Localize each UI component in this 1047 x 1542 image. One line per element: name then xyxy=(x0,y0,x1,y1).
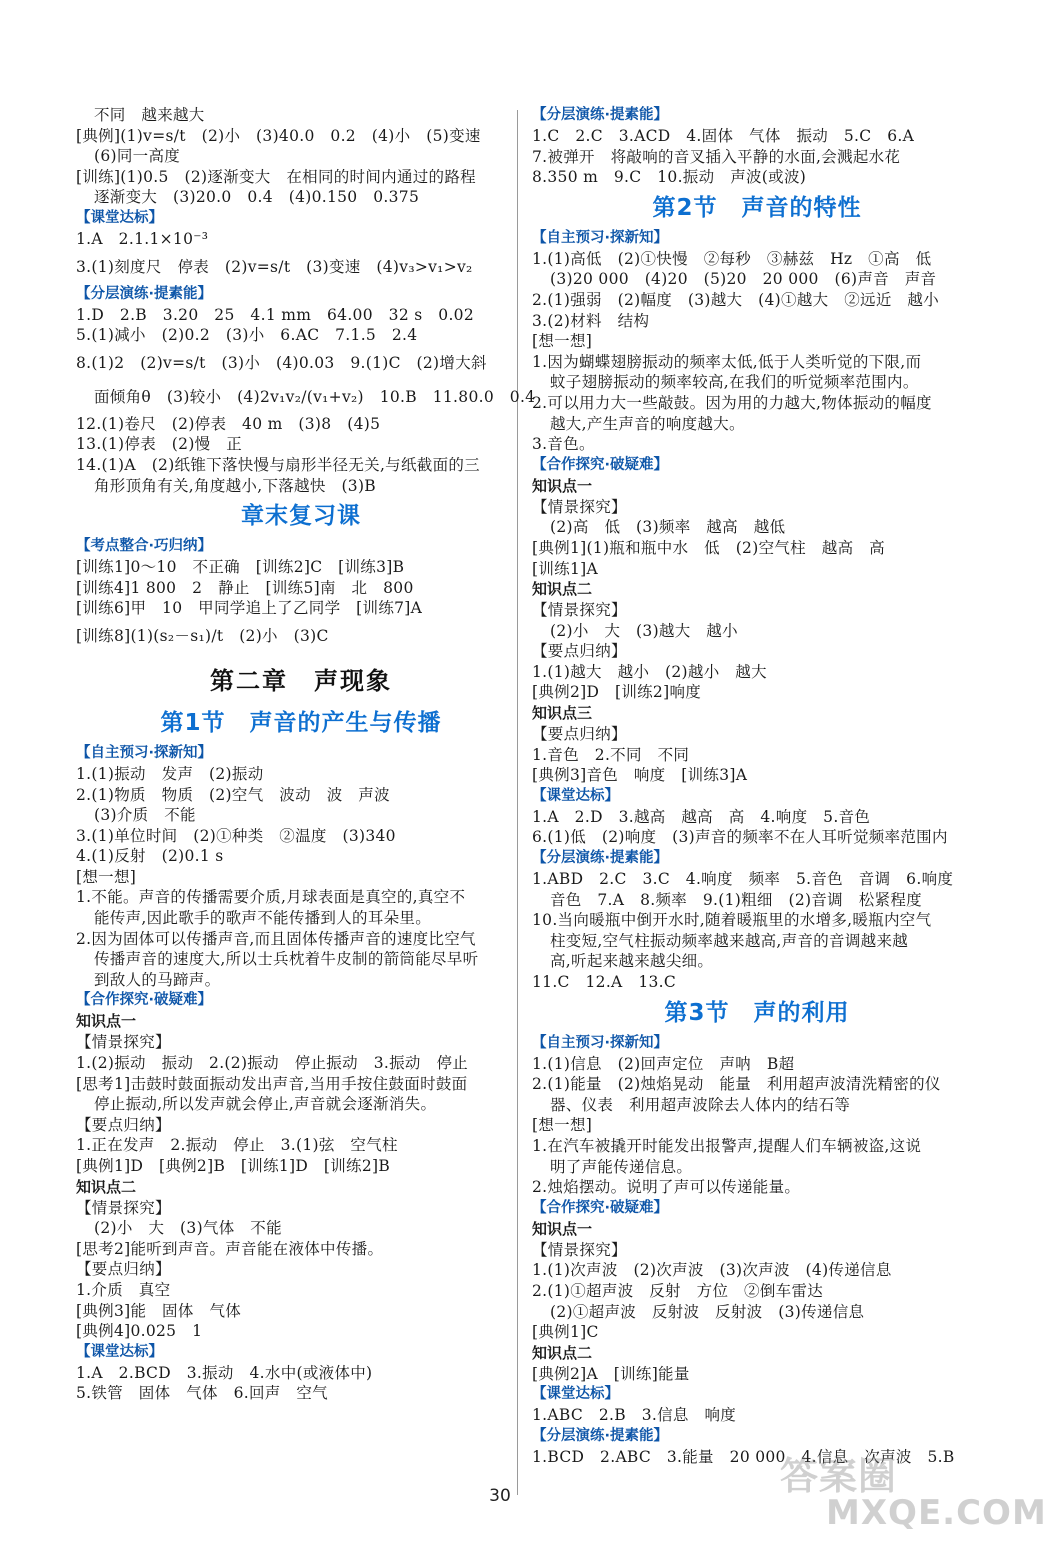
section-header: 【合作探究·破疑难】 xyxy=(532,1199,669,1216)
section-header: 【自主预习·探新知】 xyxy=(532,229,669,246)
answer-line: (2)小 大 (3)气体 不能 xyxy=(94,1219,282,1238)
answer-line: 器、仪表 利用超声波除去人体内的结石等 xyxy=(550,1095,851,1114)
answer-line: 2.(1)能量 (2)烛焰晃动 能量 利用超声波清洗精密的仪 xyxy=(532,1075,941,1094)
answer-line: 【要点归纳】 xyxy=(532,642,627,661)
knowledge-point: 知识点一 xyxy=(532,476,593,495)
knowledge-point: 知识点二 xyxy=(532,580,593,599)
answer-line: [训练1]A xyxy=(532,559,598,578)
section-header: 【分层演练·提素能】 xyxy=(76,285,213,302)
answer-line: 12.(1)卷尺 (2)停表 40 m (3)8 (4)5 xyxy=(76,414,381,433)
answer-line: 2.可以用力大一些敲鼓。因为用的力越大,物体振动的幅度 xyxy=(532,393,932,412)
answer-line: 2.(1)①超声波 反射 方位 ②倒车雷达 xyxy=(532,1281,824,1300)
answer-line: 不同 越来越大 xyxy=(94,106,205,124)
answer-line: [典例](1)v=s/t (2)小 (3)40.0 0.2 (4)小 (5)变速 xyxy=(76,126,481,145)
answer-line: 5.(1)减小 (2)0.2 (3)小 6.AC 7.1.5 2.4 xyxy=(76,326,418,345)
answer-line: [典例1]C xyxy=(532,1323,599,1342)
answer-line: 8.350 m 9.C 10.振动 声波(或波) xyxy=(532,168,807,187)
answer-line: 4.(1)反射 (2)0.1 s xyxy=(76,847,224,866)
answer-line: 明了声能传递信息。 xyxy=(550,1157,693,1176)
section-header: 【课堂达标】 xyxy=(532,787,619,804)
answer-line: [训练](1)0.5 (2)逐渐变大 在相同的时间内通过的路程 xyxy=(76,167,476,186)
watermark-url: MXQE.COM xyxy=(826,1493,1047,1533)
answer-line: 越大,产生声音的响度越大。 xyxy=(550,414,745,433)
answer-line: 1.A 2.1.1×10⁻³ xyxy=(76,229,209,248)
answer-line: 2.烛焰摆动。说明了声可以传递能量。 xyxy=(532,1178,801,1197)
answer-line: 1.正在发声 2.振动 停止 3.(1)弦 空气柱 xyxy=(76,1136,398,1155)
answer-line: 【情景探究】 xyxy=(76,1033,171,1052)
answer-line: [训练6]甲 10 甲同学追上了乙同学 [训练7]A xyxy=(76,599,423,618)
right-column xyxy=(532,105,982,1468)
answer-line: 1.(2)振动 振动 2.(2)振动 停止振动 3.振动 停止 xyxy=(76,1054,469,1073)
answer-line: 1.BCD 2.ABC 3.能量 20 000 4.信息 次声波 5.B xyxy=(532,1447,955,1466)
answer-line: 11.C 12.A 13.C xyxy=(532,973,677,991)
answer-line: [典例2]D [训练2]响度 xyxy=(532,683,702,702)
section-header: 【分层演练·提素能】 xyxy=(532,1427,669,1444)
answer-line: 柱变短,空气柱振动频率越来越高,声音的音调越来越 xyxy=(550,931,909,950)
page-number: 30 xyxy=(489,1486,511,1506)
answer-line: [想一想] xyxy=(76,867,137,886)
section-header: 【课堂达标】 xyxy=(532,1386,619,1403)
answer-line: 1.不能。声音的传播需要介质,月球表面是真空的,真空不 xyxy=(76,888,466,907)
watermark-logo: 答案圈 xyxy=(780,1454,898,1498)
answer-line: [典例3]能 固体 气体 xyxy=(76,1301,242,1320)
section-header: 【合作探究·破疑难】 xyxy=(76,992,213,1009)
answer-line: 5.铁管 固体 气体 6.回声 空气 xyxy=(76,1384,328,1403)
section-header: 【考点整合·巧归纳】 xyxy=(76,538,213,555)
answer-line: 1.在汽车被撬开时能发出报警声,提醒人们车辆被盗,这说 xyxy=(532,1136,922,1155)
answer-line: 1.(1)越大 越小 (2)越小 越大 xyxy=(532,662,767,681)
answer-line: 高,听起来越来越尖细。 xyxy=(550,952,714,971)
answer-line: 面倾角θ (3)较小 (4)2v₁v₂/(v₁+v₂) 10.B 11.80.0 0.4 xyxy=(94,387,536,406)
answer-line: 2.(1)强弱 (2)幅度 (3)越大 (4)①越大 ②远近 越小 xyxy=(532,290,940,309)
knowledge-point: 知识点一 xyxy=(532,1219,593,1238)
answer-line: [训练4]1 800 2 静止 [训练5]南 北 800 xyxy=(76,578,414,597)
answer-line: 3.(2)材料 结构 xyxy=(532,311,650,330)
answer-line: [训练1]0～10 不正确 [训练2]C [训练3]B xyxy=(76,558,405,577)
knowledge-point: 知识点一 xyxy=(76,1012,137,1031)
answer-line: [想一想] xyxy=(532,1116,593,1135)
knowledge-point: 知识点三 xyxy=(532,704,593,723)
answer-line: 【情景探究】 xyxy=(532,601,627,620)
answer-line: 【情景探究】 xyxy=(532,1240,627,1259)
answer-line: 【要点归纳】 xyxy=(532,725,627,744)
answer-line: 1.ABC 2.B 3.信息 响度 xyxy=(532,1406,737,1425)
answer-line: [典例1]D [典例2]B [训练1]D [训练2]B xyxy=(76,1157,391,1175)
section-title: 第1节 声音的产生与传播 xyxy=(160,709,442,736)
section-header: 【课堂达标】 xyxy=(76,1343,163,1360)
answer-line: [思考2]能听到声音。声音能在液体中传播。 xyxy=(76,1239,384,1258)
answer-line: [典例3]音色 响度 [训练3]A xyxy=(532,766,748,785)
answer-line: (2)高 低 (3)频率 越高 越低 xyxy=(550,518,786,537)
answer-line: 7.被弹开 将敲响的音叉插入平静的水面,会溅起水花 xyxy=(532,147,901,166)
answer-line: 1.C 2.C 3.ACD 4.固体 气体 振动 5.C 6.A xyxy=(532,127,915,145)
answer-line: 蚊子翅膀振动的频率较高,在我们的听觉频率范围内。 xyxy=(550,373,919,392)
answer-line: 逐渐变大 (3)20.0 0.4 (4)0.150 0.375 xyxy=(94,188,420,207)
section-header: 【分层演练·提素能】 xyxy=(532,850,669,867)
section-header: 【合作探究·破疑难】 xyxy=(532,456,669,473)
section-header: 【自主预习·探新知】 xyxy=(76,744,213,761)
section-header: 【分层演练·提素能】 xyxy=(532,107,669,123)
answer-line: 传播声音的速度大,所以士兵枕着牛皮制的箭筒能尽早听 xyxy=(94,950,479,969)
answer-line: 音色 7.A 8.频率 9.(1)粗细 (2)音调 松紧程度 xyxy=(550,890,922,909)
answer-line: 1.(1)振动 发声 (2)振动 xyxy=(76,764,264,783)
answer-line: 1.音色 2.不同 不同 xyxy=(532,745,690,764)
answer-line: [典例1](1)瓶和瓶中水 低 (2)空气柱 越高 高 xyxy=(532,538,885,557)
answer-line: (2)小 大 (3)越大 越小 xyxy=(550,621,738,640)
answer-line: 1.介质 真空 xyxy=(76,1280,171,1299)
answer-line: [典例4]0.025 1 xyxy=(76,1322,203,1341)
answer-line: 停止振动,所以发声就会停止,声音就会逐渐消失。 xyxy=(94,1095,437,1114)
answer-line: [训练8](1)(s₂－s₁)/t (2)小 (3)C xyxy=(76,626,329,645)
answer-line: 3.(1)单位时间 (2)①种类 ②温度 (3)340 xyxy=(76,826,396,845)
answer-line: 【要点归纳】 xyxy=(76,1115,171,1134)
chapter-title: 第二章 声现象 xyxy=(210,665,392,695)
answer-line: 1.(1)高低 (2)①快慢 ②每秒 ③赫兹 Hz ①高 低 xyxy=(532,249,932,268)
answer-line: 1.(1)信息 (2)回声定位 声呐 B超 xyxy=(532,1054,795,1073)
answer-line: 14.(1)A (2)纸锥下落快慢与扇形半径无关,与纸截面的三 xyxy=(76,455,480,474)
answer-line: 【要点归纳】 xyxy=(76,1260,171,1279)
answer-line: 能传声,因此歌手的歌声不能传播到人的耳朵里。 xyxy=(94,909,432,928)
answer-line: 角形顶角有关,角度越小,下落越快 (3)B xyxy=(94,476,377,495)
answer-line: 1.A 2.BCD 3.振动 4.水中(或液体中) xyxy=(76,1363,373,1382)
answer-line: 2.(1)物质 物质 (2)空气 波动 波 声波 xyxy=(76,785,390,804)
section-title: 章末复习课 xyxy=(241,503,361,530)
answer-line: 13.(1)停表 (2)慢 正 xyxy=(76,435,243,454)
answer-line: 【情景探究】 xyxy=(76,1198,171,1217)
answer-line: (3)20 000 (4)20 (5)20 20 000 (6)声音 声音 xyxy=(550,270,937,289)
section-header: 【课堂达标】 xyxy=(76,209,163,226)
answer-line: 1.因为蝴蝶翅膀振动的频率太低,低于人类听觉的下限,而 xyxy=(532,352,922,371)
answer-line: 6.(1)低 (2)响度 (3)声音的频率不在人耳听觉频率范围内 xyxy=(532,828,948,847)
answer-line: (6)同一高度 xyxy=(94,147,181,166)
section-title: 第2节 声音的特性 xyxy=(652,194,862,221)
knowledge-point: 知识点二 xyxy=(76,1177,137,1196)
answer-line: (3)介质 不能 xyxy=(94,806,196,825)
answer-line: 【情景探究】 xyxy=(532,497,627,516)
section-header: 【自主预习·探新知】 xyxy=(532,1034,669,1051)
answer-line: [想一想] xyxy=(532,332,593,351)
answer-line: 3.音色。 xyxy=(532,435,595,454)
left-column xyxy=(76,105,536,1404)
answer-line: 3.(1)刻度尺 停表 (2)v=s/t (3)变速 (4)v₃>v₁>v₂ xyxy=(76,257,473,276)
answer-line: 8.(1)2 (2)v=s/t (3)小 (4)0.03 9.(1)C (2)增大斜 xyxy=(76,353,487,372)
answer-line: 1.A 2.D 3.越高 越高 高 4.响度 5.音色 xyxy=(532,807,871,826)
answer-line: [典例2]A [训练]能量 xyxy=(532,1364,690,1383)
answer-line: 10.当向暖瓶中倒开水时,随着暖瓶里的水增多,暖瓶内空气 xyxy=(532,911,932,930)
answer-line: [思考1]击鼓时鼓面振动发出声音,当用手按住鼓面时鼓面 xyxy=(76,1074,468,1093)
answer-line: 到敌人的马蹄声。 xyxy=(94,970,221,989)
answer-line: (2)①超声波 反射波 反射波 (3)传递信息 xyxy=(550,1302,865,1321)
answer-line: 2.因为固体可以传播声音,而且固体传播声音的速度比空气 xyxy=(76,929,476,948)
answer-line: 1.ABD 2.C 3.C 4.响度 频率 5.音色 音调 6.响度 xyxy=(532,870,954,889)
section-title: 第3节 声的利用 xyxy=(664,999,850,1026)
answer-line: 1.(1)次声波 (2)次声波 (3)次声波 (4)传递信息 xyxy=(532,1261,892,1280)
answer-line: 1.D 2.B 3.20 25 4.1 mm 64.00 32 s 0.02 xyxy=(76,305,474,324)
knowledge-point: 知识点二 xyxy=(532,1343,593,1362)
